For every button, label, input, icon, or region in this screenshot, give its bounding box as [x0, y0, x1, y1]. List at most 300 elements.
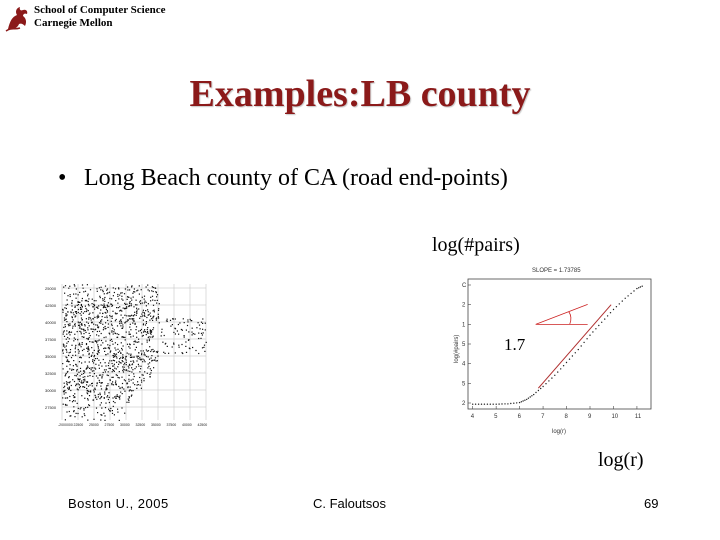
map-point	[73, 395, 74, 396]
data-point	[475, 404, 476, 405]
map-point	[85, 330, 86, 331]
map-point	[147, 329, 148, 330]
map-point	[132, 318, 133, 319]
map-point	[129, 315, 130, 316]
map-point	[78, 349, 79, 350]
map-point	[77, 389, 78, 390]
map-x-tick-label: 25000	[89, 423, 99, 427]
map-point	[153, 316, 154, 317]
map-point	[146, 305, 147, 306]
map-point	[114, 360, 115, 361]
map-point	[144, 301, 145, 302]
map-point	[144, 371, 145, 372]
map-point	[107, 311, 108, 312]
map-point	[74, 334, 75, 335]
map-point	[62, 397, 63, 398]
map-point	[122, 324, 123, 325]
map-point	[143, 332, 144, 333]
map-point	[89, 361, 90, 362]
plot-x-tick-label: 5	[494, 414, 498, 420]
map-point	[110, 350, 111, 351]
map-point	[133, 315, 134, 316]
data-point	[560, 368, 561, 369]
map-point	[78, 372, 79, 373]
data-point	[592, 331, 593, 332]
map-point	[91, 355, 92, 356]
map-point	[77, 403, 78, 404]
map-point	[154, 351, 155, 352]
map-point	[94, 300, 95, 301]
data-point	[522, 400, 523, 401]
map-point	[69, 387, 70, 388]
map-point	[79, 351, 80, 352]
map-point	[93, 362, 94, 363]
map-point	[79, 357, 80, 358]
map-point	[110, 408, 111, 409]
map-point	[117, 294, 118, 295]
map-point	[100, 289, 101, 290]
map-point	[113, 333, 114, 334]
data-point	[496, 404, 497, 405]
data-point	[622, 300, 623, 301]
map-point	[85, 308, 86, 309]
data-point	[481, 404, 482, 405]
map-point	[104, 337, 105, 338]
map-point	[103, 372, 104, 373]
map-point	[101, 377, 102, 378]
map-point	[136, 290, 137, 291]
map-point	[77, 331, 78, 332]
map-point	[79, 384, 80, 385]
map-point	[64, 307, 65, 308]
map-point	[96, 408, 97, 409]
map-point	[127, 289, 128, 290]
map-point	[78, 301, 79, 302]
plot-y-tick-label: 4	[462, 361, 466, 368]
map-point	[111, 377, 112, 378]
map-point	[102, 313, 103, 314]
map-point	[83, 354, 84, 355]
map-point	[68, 325, 69, 326]
map-point	[94, 391, 95, 392]
map-point	[92, 303, 93, 304]
map-point	[198, 333, 199, 334]
map-point	[204, 345, 205, 346]
map-point	[123, 364, 124, 365]
map-point	[89, 337, 90, 338]
map-point	[93, 329, 94, 330]
map-point	[131, 367, 132, 368]
map-point	[124, 363, 125, 364]
map-point	[148, 311, 149, 312]
map-point	[152, 300, 153, 301]
map-point	[150, 337, 151, 338]
map-point	[95, 397, 96, 398]
map-point	[87, 368, 88, 369]
map-point	[108, 323, 109, 324]
map-point	[107, 353, 108, 354]
map-point	[92, 383, 93, 384]
data-series	[472, 286, 643, 405]
map-point	[88, 348, 89, 349]
map-point	[117, 396, 118, 397]
map-point	[161, 329, 162, 330]
map-point	[137, 342, 138, 343]
map-point	[77, 378, 78, 379]
map-point	[140, 303, 141, 304]
map-point	[145, 310, 146, 311]
map-point	[122, 300, 123, 301]
map-point	[107, 288, 108, 289]
map-point	[184, 335, 185, 336]
map-point	[101, 366, 102, 367]
map-point	[79, 379, 80, 380]
map-point	[98, 305, 99, 306]
map-point	[109, 368, 110, 369]
map-point	[128, 334, 129, 335]
map-point	[126, 364, 127, 365]
map-point	[119, 323, 120, 324]
map-point	[88, 317, 89, 318]
map-point	[190, 319, 191, 320]
map-point	[104, 392, 105, 393]
map-point	[83, 370, 84, 371]
map-point	[97, 315, 98, 316]
map-point	[202, 329, 203, 330]
map-point	[203, 347, 204, 348]
map-point	[66, 319, 67, 320]
map-point	[158, 310, 159, 311]
map-point	[79, 292, 80, 293]
map-point	[76, 313, 77, 314]
map-point	[98, 348, 99, 349]
map-point	[127, 286, 128, 287]
plot-y-tick-label: 1	[462, 322, 466, 329]
data-point	[524, 400, 525, 401]
map-point	[102, 376, 103, 377]
map-point	[120, 293, 121, 294]
map-point	[149, 290, 150, 291]
map-point	[107, 306, 108, 307]
map-point	[138, 308, 139, 309]
map-point	[140, 368, 141, 369]
map-point	[94, 350, 95, 351]
map-point	[72, 355, 73, 356]
map-point	[134, 384, 135, 385]
map-point	[117, 349, 118, 350]
map-point	[104, 299, 105, 300]
map-point	[68, 389, 69, 390]
map-point	[76, 366, 77, 367]
map-point	[81, 311, 82, 312]
map-point	[104, 301, 105, 302]
map-point	[183, 318, 184, 319]
map-point	[86, 381, 87, 382]
map-point	[63, 368, 64, 369]
map-point	[134, 314, 135, 315]
map-point	[65, 324, 66, 325]
map-point	[110, 368, 111, 369]
map-point	[84, 376, 85, 377]
map-y-tick-label: 27500	[45, 405, 57, 410]
map-point	[150, 316, 151, 317]
map-point	[107, 344, 108, 345]
map-point	[182, 353, 183, 354]
map-point	[68, 361, 69, 362]
map-point	[130, 329, 131, 330]
map-point	[68, 332, 69, 333]
map-point	[107, 385, 108, 386]
map-point	[78, 353, 79, 354]
map-point	[191, 320, 192, 321]
map-point	[146, 317, 147, 318]
map-point	[115, 381, 116, 382]
map-point	[75, 364, 76, 365]
road-endpoints-map	[44, 278, 210, 428]
map-point	[105, 371, 106, 372]
map-point	[149, 336, 150, 337]
x-axis-label: log(r)	[598, 449, 644, 471]
map-point	[96, 288, 97, 289]
map-point	[71, 312, 72, 313]
map-point	[69, 331, 70, 332]
map-point	[134, 368, 135, 369]
map-point	[153, 367, 154, 368]
data-point	[619, 303, 620, 304]
map-point	[147, 285, 148, 286]
map-point	[155, 291, 156, 292]
map-point	[126, 370, 127, 371]
data-point	[627, 295, 628, 296]
map-point	[121, 362, 122, 363]
map-point	[118, 307, 119, 308]
map-point	[95, 324, 96, 325]
map-point	[116, 396, 117, 397]
map-point	[79, 325, 80, 326]
map-y-tick-label: 37500	[45, 337, 57, 342]
map-point	[133, 382, 134, 383]
map-point	[101, 304, 102, 305]
map-point	[148, 289, 149, 290]
map-point	[173, 332, 174, 333]
map-point	[80, 313, 81, 314]
map-point	[82, 344, 83, 345]
map-point	[97, 353, 98, 354]
map-point	[83, 377, 84, 378]
map-point	[114, 356, 115, 357]
map-point	[202, 318, 203, 319]
map-point	[70, 296, 71, 297]
map-point	[134, 312, 135, 313]
map-point	[153, 327, 154, 328]
map-point	[112, 363, 113, 364]
map-point	[120, 392, 121, 393]
map-point	[144, 302, 145, 303]
map-point	[72, 379, 73, 380]
map-point	[88, 305, 89, 306]
map-point	[187, 319, 188, 320]
map-point	[142, 361, 143, 362]
map-point	[121, 296, 122, 297]
map-point	[125, 358, 126, 359]
map-point	[109, 410, 110, 411]
map-point	[101, 388, 102, 389]
map-point	[119, 388, 120, 389]
map-point	[107, 305, 108, 306]
fit-line	[538, 305, 611, 388]
map-point	[117, 333, 118, 334]
data-point	[642, 286, 643, 287]
map-point	[98, 346, 99, 347]
map-point	[140, 300, 141, 301]
map-point	[96, 385, 97, 386]
map-point	[66, 321, 67, 322]
map-point	[112, 369, 113, 370]
map-point	[75, 348, 76, 349]
map-point	[125, 339, 126, 340]
map-point	[66, 345, 67, 346]
map-point	[72, 309, 73, 310]
map-point	[105, 341, 106, 342]
map-point	[175, 333, 176, 334]
map-point	[79, 344, 80, 345]
map-point	[128, 379, 129, 380]
map-point	[84, 371, 85, 372]
map-point	[136, 347, 137, 348]
map-point	[156, 318, 157, 319]
map-point	[75, 345, 76, 346]
map-point	[129, 381, 130, 382]
map-point	[133, 336, 134, 337]
map-point	[93, 390, 94, 391]
map-point	[93, 324, 94, 325]
map-point	[136, 304, 137, 305]
map-point	[62, 363, 63, 364]
map-point	[96, 341, 97, 342]
map-point	[131, 315, 132, 316]
map-point	[66, 352, 67, 353]
data-point	[548, 380, 549, 381]
map-point	[151, 290, 152, 291]
map-point	[116, 357, 117, 358]
map-point	[79, 328, 80, 329]
map-point	[109, 360, 110, 361]
map-point	[102, 374, 103, 375]
plot-y-tick-label: 5	[462, 342, 466, 348]
slope-value-label: 1.7	[504, 335, 526, 354]
map-point	[116, 368, 117, 369]
map-point	[99, 368, 100, 369]
map-point	[65, 356, 66, 357]
map-point	[104, 415, 105, 416]
map-point	[184, 322, 185, 323]
data-point	[490, 404, 491, 405]
map-point	[89, 372, 90, 373]
slope-annotation-marker	[536, 304, 588, 324]
map-point	[136, 311, 137, 312]
map-point	[71, 332, 72, 333]
map-point	[103, 327, 104, 328]
map-point	[92, 367, 93, 368]
map-point	[119, 306, 120, 307]
map-point	[111, 321, 112, 322]
data-point	[610, 312, 611, 313]
map-point	[141, 329, 142, 330]
map-point	[92, 385, 93, 386]
map-point	[134, 376, 135, 377]
map-point	[130, 361, 131, 362]
map-point	[91, 322, 92, 323]
map-point	[90, 335, 91, 336]
data-point	[507, 403, 508, 404]
map-point	[110, 304, 111, 305]
map-point	[73, 314, 74, 315]
map-point	[75, 306, 76, 307]
map-point	[168, 353, 169, 354]
footer-author: C. Faloutsos	[313, 496, 386, 511]
map-point	[118, 386, 119, 387]
plot-y-axis-title: log(#pairs)	[454, 334, 460, 363]
map-point	[124, 379, 125, 380]
map-point	[135, 349, 136, 350]
map-point	[91, 319, 92, 320]
map-point	[149, 320, 150, 321]
map-point	[72, 300, 73, 301]
map-point	[151, 370, 152, 371]
map-point	[86, 338, 87, 339]
map-point	[105, 286, 106, 287]
map-point	[124, 367, 125, 368]
map-point	[136, 300, 137, 301]
map-point	[66, 330, 67, 331]
map-point	[66, 405, 67, 406]
map-point	[89, 357, 90, 358]
map-point	[79, 331, 80, 332]
map-point	[120, 353, 121, 354]
map-point	[158, 314, 159, 315]
map-point	[136, 333, 137, 334]
map-point	[98, 360, 99, 361]
map-point	[156, 351, 157, 352]
map-point	[133, 379, 134, 380]
map-point	[75, 293, 76, 294]
map-point	[115, 342, 116, 343]
map-point	[123, 308, 124, 309]
data-point	[513, 403, 514, 404]
map-point	[100, 345, 101, 346]
map-point	[127, 353, 128, 354]
map-point	[83, 288, 84, 289]
plot-x-ticks	[471, 406, 642, 420]
map-point	[108, 363, 109, 364]
map-point	[69, 411, 70, 412]
map-point	[126, 304, 127, 305]
map-point	[119, 321, 120, 322]
map-point	[69, 396, 70, 397]
map-point	[148, 315, 149, 316]
map-point	[85, 407, 86, 408]
map-point	[128, 366, 129, 367]
map-point	[129, 371, 130, 372]
map-point	[145, 331, 146, 332]
map-point	[115, 288, 116, 289]
map-point	[202, 334, 203, 335]
map-point	[69, 325, 70, 326]
map-point	[88, 386, 89, 387]
plot-x-tick-label: 7	[541, 414, 545, 420]
plot-y-tick-label: 2	[462, 302, 466, 309]
map-x-tick-label: 40000	[182, 423, 192, 427]
